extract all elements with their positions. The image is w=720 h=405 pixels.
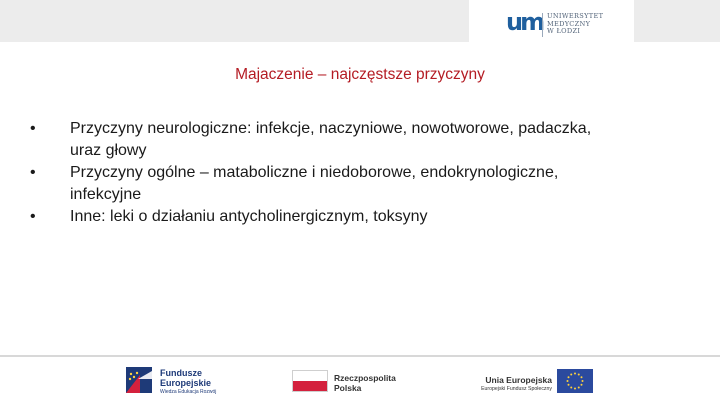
ue-subline: Europejski Fundusz Społeczny (481, 386, 552, 392)
bullet-text-line: Inne: leki o działaniu antycholinergicznym, toksyny (70, 208, 428, 225)
university-logo (469, 0, 634, 42)
unia-europejska-text (476, 375, 552, 393)
university-name-line: UNIWERSYTET (547, 12, 604, 20)
bullet-item (30, 206, 690, 228)
poland-flag-icon (292, 370, 328, 392)
um-logo-mark: um (506, 8, 543, 36)
header-band (0, 0, 720, 42)
rzeczpospolita-text (334, 374, 396, 393)
eu-flag-icon (557, 369, 593, 393)
university-name (547, 13, 603, 36)
rp-line: Polska (334, 382, 362, 393)
bullet-text-line: Przyczyny neurologiczne: infekcje, naczyniowe, nowotworowe, padaczka, (70, 120, 592, 137)
bullet-marker: • (30, 120, 36, 137)
bullet-item (30, 162, 690, 206)
university-name-line: MEDYCZNY (547, 19, 591, 28)
bullet-marker: • (30, 208, 36, 225)
bullet-text-line: Przyczyny ogólne – mataboliczne i niedoborowe, endokrynologiczne, (70, 164, 559, 181)
fe-line: Europejskie (160, 378, 212, 388)
fundusze-europejskie-logo-icon (124, 365, 154, 395)
bullet-item (30, 118, 690, 162)
bullet-text-line: infekcyjne (70, 186, 142, 203)
bullet-text-line: uraz głowy (70, 142, 147, 159)
slide-title: Majaczenie – najczęstsze przyczyny (235, 66, 485, 83)
rp-line: Rzeczpospolita (334, 373, 396, 383)
fundusze-europejskie-text (160, 368, 216, 396)
fe-line: Fundusze (160, 368, 202, 378)
ue-line: Unia Europejska (485, 375, 552, 385)
logo-divider (542, 13, 543, 37)
bullet-marker: • (30, 164, 36, 181)
university-name-line: W ŁODZI (547, 27, 581, 35)
bullet-list (30, 118, 690, 228)
funding-footer (0, 357, 720, 405)
fe-tagline: Wiedza Edukacja Rozwój (160, 389, 217, 395)
